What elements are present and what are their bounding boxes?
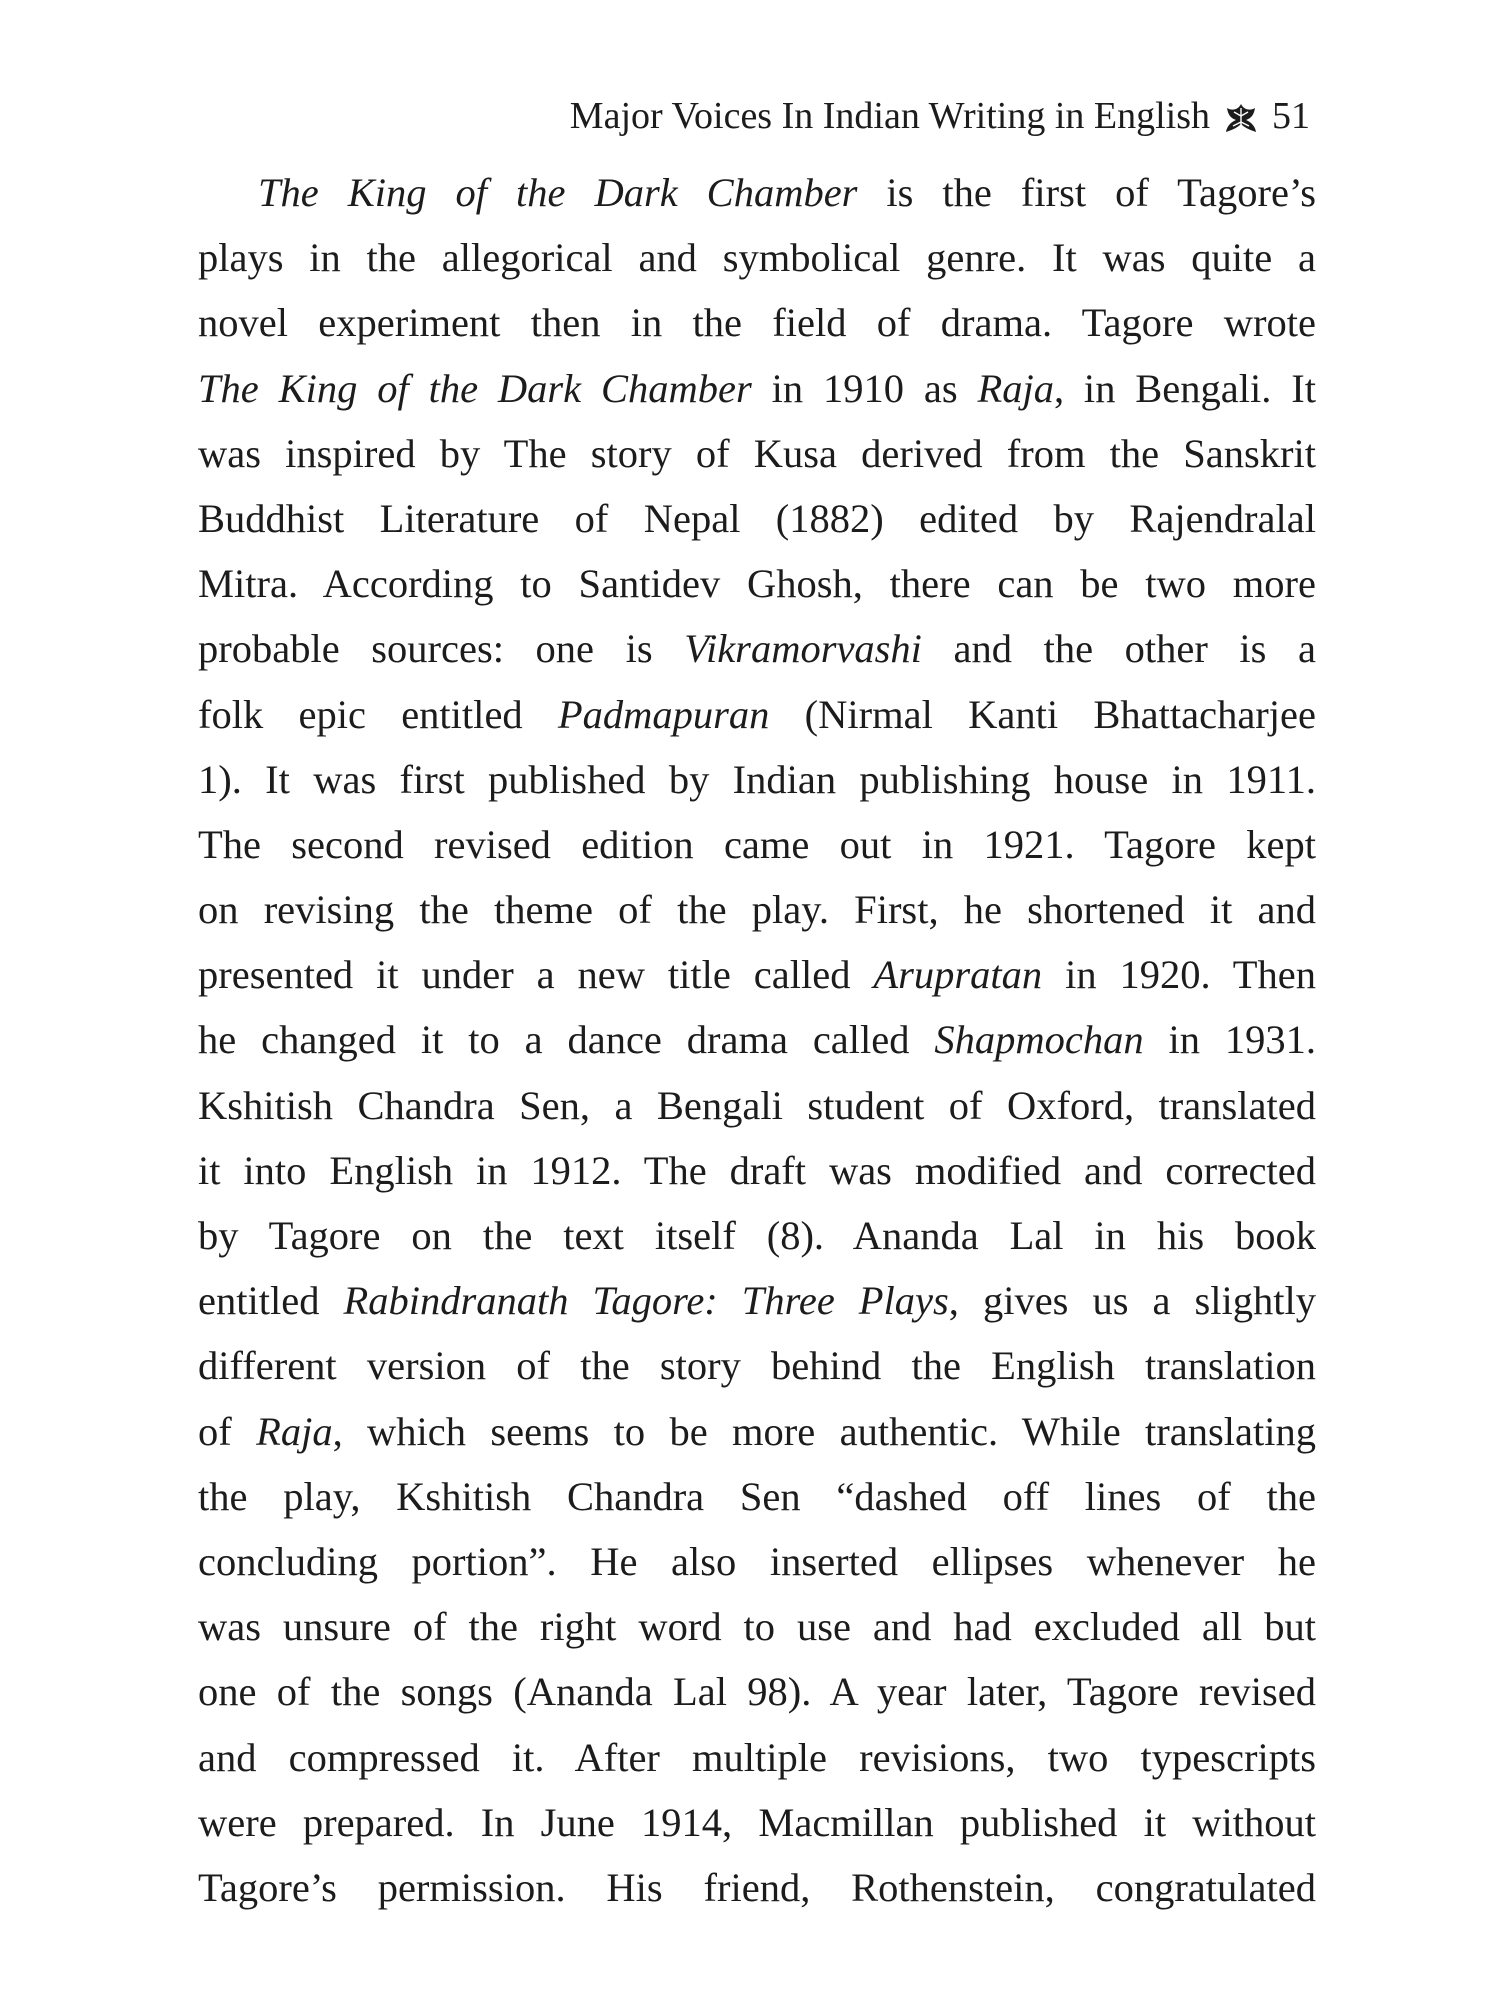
text-run: was inspired by The story of Kusa derived from the Sanskrit: [198, 430, 1316, 476]
text-line: [198, 1790, 1316, 1855]
text-run: probable sources: one is: [198, 626, 685, 672]
text-line: [198, 160, 1316, 225]
text-line: [198, 682, 1316, 747]
italic-title: Vikramorvashi: [684, 626, 922, 672]
text-run: (Nirmal Kanti Bhattacharjee: [769, 691, 1316, 737]
text-run: different version of the story behind the English translation: [198, 1343, 1316, 1389]
text-run: presented it under a new title called: [198, 952, 874, 998]
text-run: was unsure of the right word to use and had excluded all but: [198, 1604, 1316, 1650]
italic-title: Rabindranath Tagore: Three Plays: [343, 1278, 949, 1324]
text-run: , in Bengali. It: [1053, 365, 1316, 411]
text-run: is the first of Tagore’s: [857, 170, 1316, 215]
text-line: [198, 747, 1316, 812]
text-line: [198, 877, 1316, 942]
text-run: in 1931.: [1143, 1017, 1316, 1063]
text-run: of: [198, 1408, 257, 1454]
text-line: [198, 225, 1316, 290]
italic-title: The King of the Dark Chamber: [258, 170, 858, 215]
italic-title: The King of the Dark Chamber: [198, 365, 752, 411]
text-run: entitled: [198, 1278, 344, 1324]
text-line: [198, 1725, 1316, 1790]
text-line: [198, 1529, 1316, 1594]
text-run: novel experiment then in the field of drama. Tagore wrote: [198, 300, 1316, 346]
text-line: [198, 486, 1316, 551]
text-line: [198, 1855, 1316, 1920]
text-run: one of the songs (Ananda Lal 98). A year later, Tagore revised: [198, 1669, 1316, 1715]
text-line: [198, 1659, 1316, 1724]
text-line: [198, 1007, 1316, 1072]
text-run: it into English in 1912. The draft was modified and corrected: [198, 1147, 1316, 1193]
italic-title: Arupratan: [873, 952, 1043, 998]
text-run: , which seems to be more authentic. While translating: [332, 1408, 1316, 1454]
body-paragraph: [198, 160, 1316, 1920]
text-line: [198, 421, 1316, 486]
text-line: [198, 1333, 1316, 1398]
text-line: [198, 1203, 1316, 1268]
italic-title: Shapmochan: [934, 1017, 1144, 1063]
italic-title: Raja: [256, 1408, 333, 1454]
text-run: Buddhist Literature of Nepal (1882) edited by Rajendralal: [198, 495, 1316, 541]
text-run: , gives us a slightly: [948, 1278, 1316, 1324]
text-run: The second revised edition came out in 1921. Tagore kept: [198, 821, 1316, 867]
text-run: Kshitish Chandra Sen, a Bengali student of Oxford, translated: [198, 1082, 1316, 1128]
text-line: [198, 1073, 1316, 1138]
text-line: [198, 616, 1316, 681]
text-run: Tagore’s permission. His friend, Rothenstein, congratulated: [198, 1864, 1316, 1910]
text-run: folk epic entitled: [198, 691, 558, 737]
text-run: on revising the theme of the play. First, he shortened it and: [198, 887, 1316, 933]
italic-title: Raja: [977, 365, 1054, 411]
text-line: [198, 812, 1316, 877]
text-run: the play, Kshitish Chandra Sen “dashed off lines of the: [198, 1473, 1316, 1519]
text-run: he changed it to a dance drama called: [198, 1017, 935, 1063]
text-run: were prepared. In June 1914, Macmillan published it without: [198, 1799, 1316, 1845]
text-line: [198, 1138, 1316, 1203]
running-header: [570, 92, 1310, 140]
text-line: [198, 1464, 1316, 1529]
text-run: Mitra. According to Santidev Ghosh, there can be two more: [198, 561, 1316, 607]
text-line: [198, 356, 1316, 421]
text-line: [198, 1594, 1316, 1659]
page-number: 51: [1272, 95, 1310, 137]
text-run: in 1910 as: [751, 365, 978, 411]
text-run: and the other is a: [921, 626, 1317, 672]
running-title: Major Voices In Indian Writing in English: [569, 95, 1210, 137]
leaf-ornament-icon: [1224, 100, 1258, 134]
text-line: [198, 1399, 1316, 1464]
italic-title: Padmapuran: [557, 691, 770, 737]
text-run: 1). It was first published by Indian publishing house in 1911.: [198, 756, 1316, 802]
text-run: and compressed it. After multiple revisions, two typescripts: [198, 1734, 1316, 1780]
text-run: concluding portion”. He also inserted ellipses whenever he: [198, 1538, 1316, 1584]
text-line: [198, 1268, 1316, 1333]
text-line: [198, 551, 1316, 616]
text-run: by Tagore on the text itself (8). Ananda Lal in his book: [198, 1213, 1316, 1258]
text-run: in 1920. Then: [1042, 952, 1316, 998]
text-line: [198, 942, 1316, 1007]
text-run: plays in the allegorical and symbolical genre. It was quite a: [198, 235, 1316, 281]
text-line: [198, 290, 1316, 355]
